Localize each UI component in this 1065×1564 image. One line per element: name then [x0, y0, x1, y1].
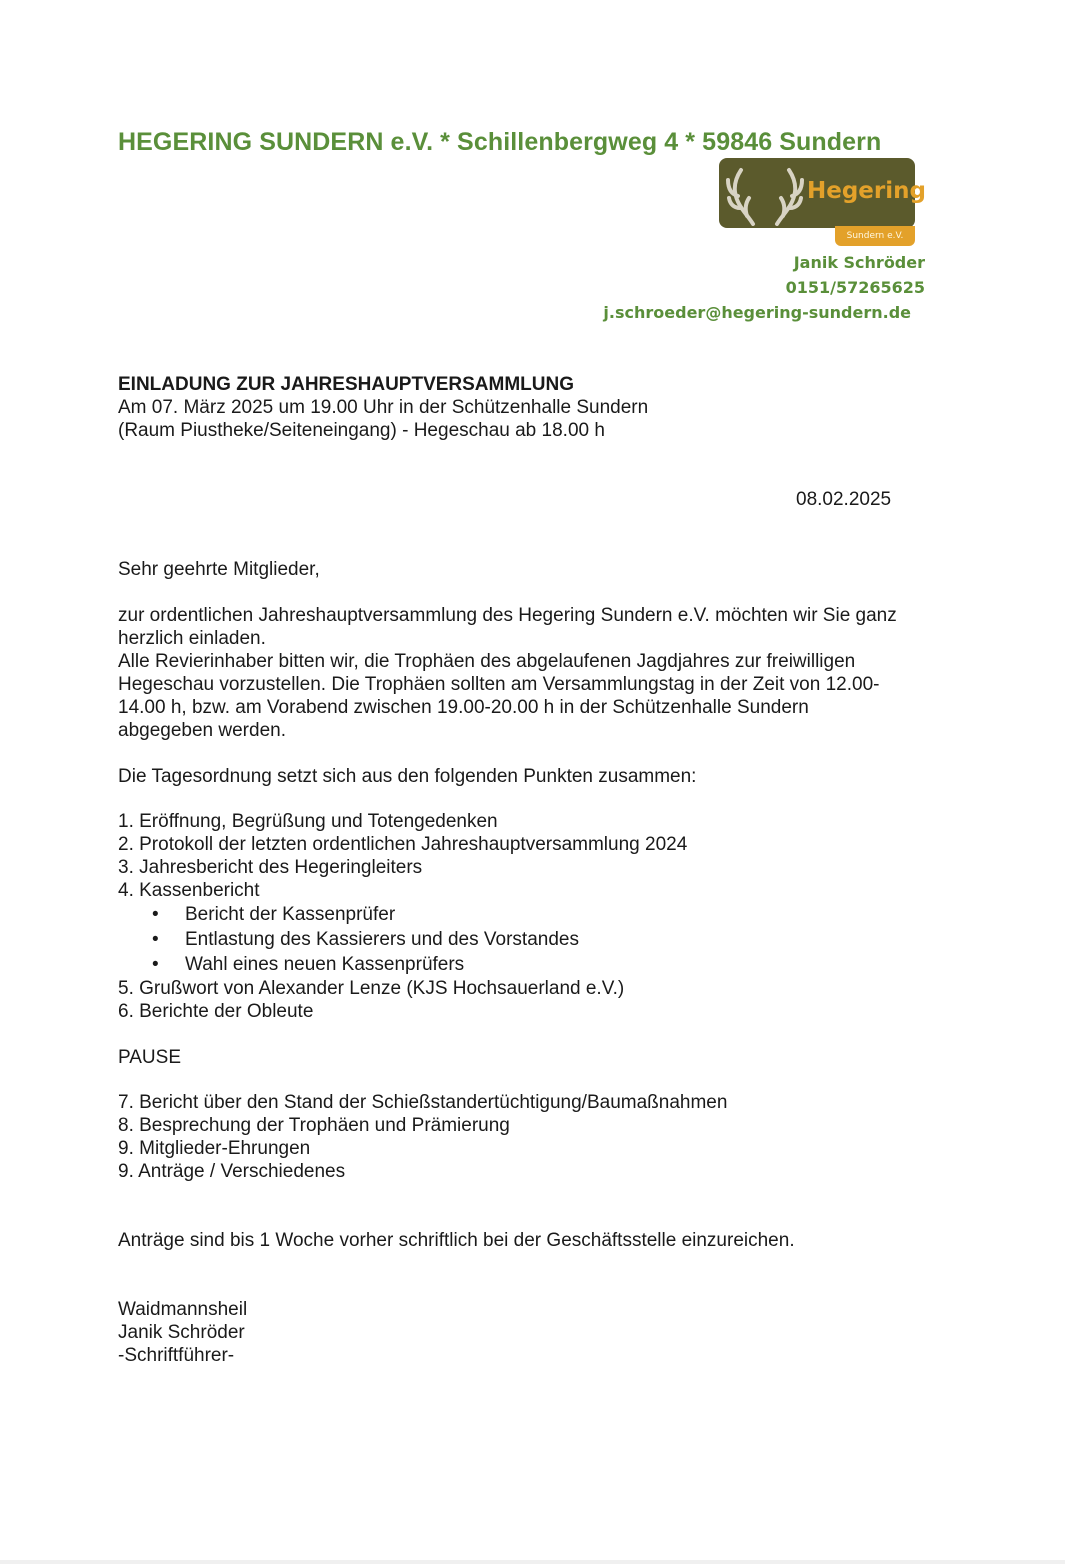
bullet-icon: •: [152, 954, 159, 975]
agenda-subitem-label: Entlastung des Kassierers und des Vorstandes: [185, 929, 579, 950]
page-bottom-edge: [0, 1560, 1065, 1564]
bullet-icon: •: [152, 904, 159, 925]
logo-subtitle: Sundern e.V.: [835, 226, 915, 246]
closing-greeting: Waidmannsheil: [118, 1299, 248, 1320]
letter-date: 08.02.2025: [796, 489, 892, 510]
closing-block: [118, 1298, 247, 1367]
contact-email[interactable]: j.schroeder@hegering-sundern.de: [603, 303, 911, 322]
agenda-subitem-label: Wahl eines neuen Kassenprüfers: [185, 954, 465, 975]
body-text: [118, 604, 978, 742]
contact-block: [603, 250, 925, 325]
agenda-item: 9. Mitglieder-Ehrungen: [118, 1138, 311, 1159]
agenda-item: 3. Jahresbericht des Hegeringleiters: [118, 857, 423, 878]
agenda-item: 2. Protokoll der letzten ordentlichen Jahreshauptversammlung 2024: [118, 834, 688, 855]
agenda-list-part-2: [118, 1091, 727, 1183]
agenda-pause: PAUSE: [118, 1047, 182, 1068]
agenda-item: 7. Bericht über den Stand der Schießstandertüchtigung/Baumaßnahmen: [118, 1092, 728, 1113]
invitation-heading: EINLADUNG ZUR JAHRESHAUPTVERSAMMLUNG: [118, 374, 575, 395]
body-line: herzlich einladen.: [118, 628, 266, 649]
logo-background: [719, 158, 926, 228]
body-line: 14.00 h, bzw. am Vorabend zwischen 19.00-20.00 h in der Schützenhalle Sundern: [118, 697, 809, 718]
contact-phone: 0151/57265625: [785, 278, 925, 297]
body-line: Alle Revierinhaber bitten wir, die Trophäen des abgelaufenen Jagdjahres zur freiwilligen: [118, 651, 856, 672]
agenda-item: 9. Anträge / Verschiedenes: [118, 1161, 346, 1182]
contact-name: Janik Schröder: [793, 253, 925, 272]
invitation-block: [118, 373, 978, 442]
agenda-subitem: [118, 902, 687, 927]
letterhead-title: HEGERING SUNDERN e.V. * Schillenbergweg 4 * 59846 Sundern: [118, 128, 882, 156]
invitation-line-1: Am 07. März 2025 um 19.00 Uhr in der Schützenhalle Sundern: [118, 397, 649, 418]
body-line: Hegeschau vorzustellen. Die Trophäen sollten am Versammlungstag in der Zeit von 12.00-: [118, 674, 880, 695]
agenda-item: 4. Kassenbericht: [118, 880, 260, 901]
body-line: zur ordentlichen Jahreshauptversammlung des Hegering Sundern e.V. möchten wir Sie ganz: [118, 605, 897, 626]
logo-wordmark: Hegering: [807, 178, 926, 204]
agenda-subitem: [118, 952, 687, 977]
agenda-item: 6. Berichte der Obleute: [118, 1001, 314, 1022]
bullet-icon: •: [152, 929, 159, 950]
agenda-list-part-1: [118, 810, 687, 1023]
agenda-item: 5. Grußwort von Alexander Lenze (KJS Hochsauerland e.V.): [118, 978, 625, 999]
agenda-subitem-label: Bericht der Kassenprüfer: [185, 904, 396, 925]
agenda-item: 1. Eröffnung, Begrüßung und Totengedenken: [118, 811, 498, 832]
hegering-logo: [719, 158, 926, 248]
signer-role: -Schriftführer-: [118, 1345, 235, 1366]
antlers-icon: [725, 166, 805, 226]
motions-note: Anträge sind bis 1 Woche vorher schriftlich bei der Geschäftsstelle einzureichen.: [118, 1230, 795, 1251]
agenda-subitem: [118, 927, 687, 952]
signer-name: Janik Schröder: [118, 1322, 245, 1343]
invitation-line-2: (Raum Piustheke/Seiteneingang) - Hegeschau ab 18.00 h: [118, 420, 605, 441]
body-line: abgegeben werden.: [118, 720, 286, 741]
salutation: Sehr geehrte Mitglieder,: [118, 559, 320, 580]
agenda-item: 8. Besprechung der Trophäen und Prämierung: [118, 1115, 510, 1136]
agenda-intro: Die Tagesordnung setzt sich aus den folgenden Punkten zusammen:: [118, 766, 697, 787]
